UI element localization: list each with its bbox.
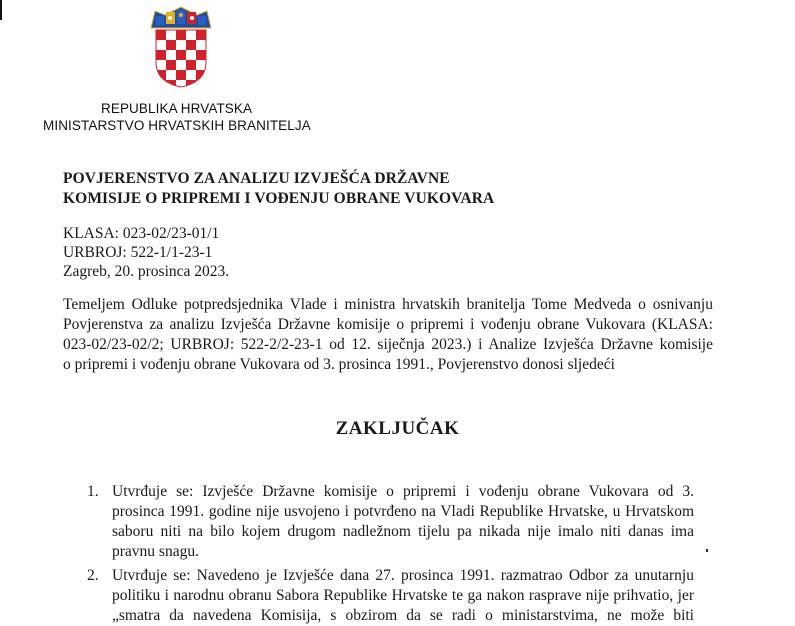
checker-square	[176, 50, 186, 60]
item-line: Utvrđuje se: Izvješće Državne komisije o pripremi i vođenju obrane Vukovara od 3.	[112, 483, 694, 500]
checker-square	[166, 60, 176, 70]
list-item	[63, 482, 723, 562]
committee-heading	[63, 169, 494, 209]
document-title: ZAKLJUČAK	[335, 418, 460, 439]
checker-square	[196, 50, 206, 60]
crown-icon	[151, 7, 211, 28]
checker-square	[196, 30, 206, 40]
committee-line-2: KOMISIJE O PRIPREMI I VOĐENJU OBRANE VUKOVARA	[63, 190, 495, 207]
intro-line: Temeljem Odluke potpredsjednika Vlade i ministra hrvatskih branitelja Tome Medveda o osnivanju	[63, 296, 713, 313]
coat-of-arms-icon	[150, 6, 212, 88]
item-line: politiku i narodnu obranu Sabora Republike Hrvatske te ga nakon rasprave nije prihvatio, jer	[112, 587, 694, 604]
item-line: Utvrđuje se: Navedeno je Izvješće dana 27. prosinca 1991. razmatrao Odbor za unutarnju	[112, 567, 694, 584]
page-edge-mark	[0, 0, 2, 20]
committee-line-1: POVJERENSTVO ZA ANALIZU IZVJEŠĆA DRŽAVNE	[63, 170, 450, 187]
list-item	[63, 566, 723, 626]
checker-square	[186, 40, 196, 50]
place-date: Zagreb, 20. prosinca 2023.	[63, 263, 230, 280]
ministry-name: MINISTARSTVO HRVATSKIH BRANITELJA	[43, 118, 311, 133]
item-line: prosinca 1991. godine nije usvojeno i potvrđeno na Vladi Republike Hrvatske, u Hrvatskom	[112, 503, 694, 520]
checker-square	[176, 30, 186, 40]
item-line: pravnu snagu.	[112, 543, 199, 560]
item-line: saboru niti na bilo kojem drugom nadležnom tijelu pa nikada nije imalo niti danas ima	[112, 523, 694, 540]
country-name: REPUBLIKA HRVATSKA	[101, 101, 253, 116]
checker-square	[166, 40, 176, 50]
checker-square	[156, 30, 166, 40]
checker-square	[186, 60, 196, 70]
intro-line: 023-02/23-02/2; URBROJ: 522-2/2-23-1 od 12. siječnja 2023.) i Analize Izvješća Državne komisije	[63, 336, 713, 353]
item-number: 1.	[87, 483, 99, 500]
intro-paragraph	[63, 295, 713, 375]
item-number: 2.	[87, 567, 99, 584]
reference-block	[63, 224, 229, 281]
checker-square	[156, 50, 166, 60]
scan-speck	[706, 549, 708, 552]
item-line: „smatra da navedena Komisija, s obzirom da se radi o ministarstvima, ne može biti	[112, 607, 694, 624]
intro-line: Povjerenstva za analizu Izvješća Državne komisije o pripremi i vođenju obrane Vukovara (KLASA:	[63, 316, 713, 333]
checker-square	[176, 70, 186, 80]
intro-line: o pripremi i vođenju obrane Vukovara od 3. prosinca 1991., Povjerenstvo donosi sljedeći	[63, 356, 615, 373]
urbroj-ref: URBROJ: 522-1/1-23-1	[63, 244, 213, 261]
conclusion-list	[63, 482, 723, 626]
klasa-ref: KLASA: 023-02/23-01/1	[63, 225, 220, 242]
